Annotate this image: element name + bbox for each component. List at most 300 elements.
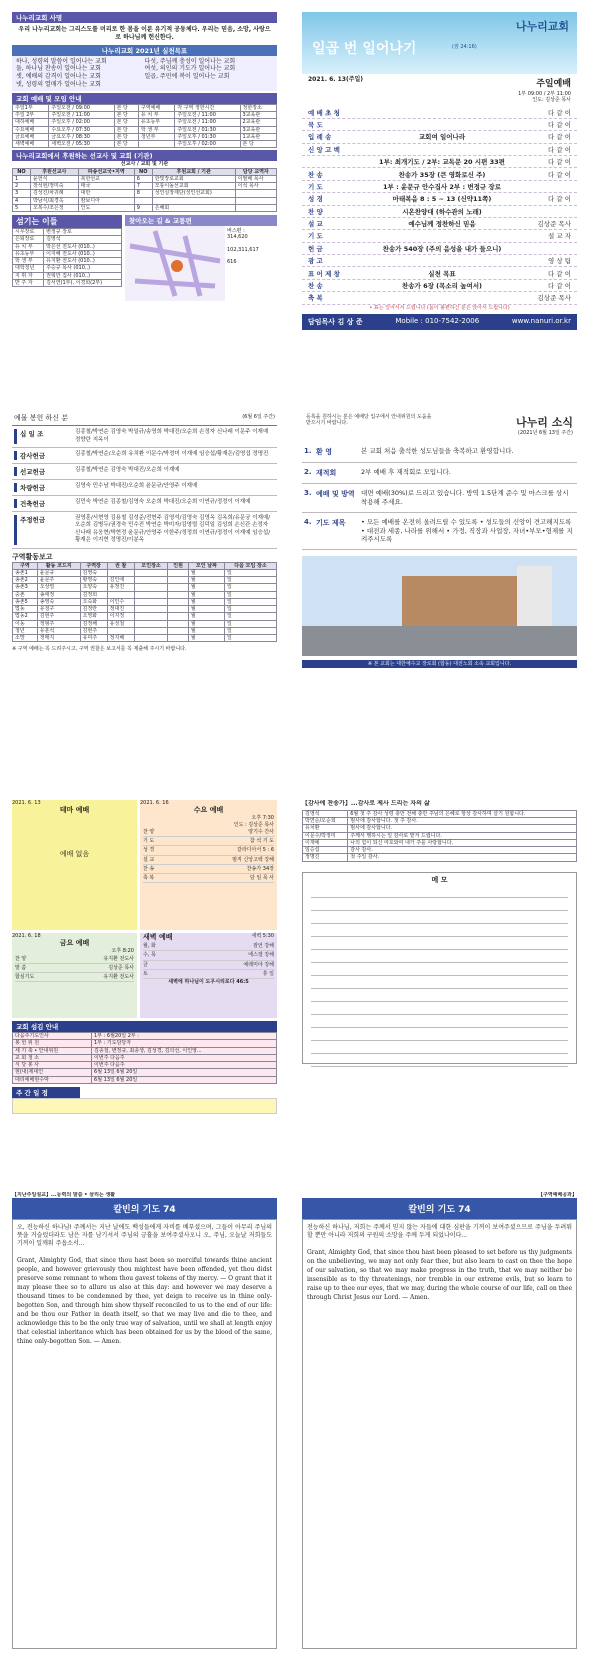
worship-cell: 새벽예배 bbox=[13, 141, 49, 148]
report-cell: 오상열 bbox=[37, 584, 80, 591]
order-row bbox=[302, 107, 577, 119]
worship-cell: 주일오전 / 01:30 bbox=[175, 126, 240, 133]
staff-cell: 유 치 부 bbox=[13, 243, 44, 250]
report-cell: 김정란 bbox=[80, 606, 107, 613]
memo-line bbox=[311, 1015, 568, 1028]
worship-cell: 정한장소 bbox=[240, 104, 276, 111]
order-person: 다 같 이 bbox=[548, 281, 571, 290]
memo-line bbox=[311, 885, 568, 898]
worship-row bbox=[13, 126, 277, 133]
news-text: • 모든 예배를 온전히 올려드릴 수 있도록 • 성도들의 신앙이 견고해지도록 • 대전과 세종, 나라를 위해서 • 가정, 직장과 사업장, 자녀•부모•형제를 지켜주시도록 bbox=[361, 517, 573, 544]
worship-cell: 주일 2부 bbox=[13, 112, 49, 119]
mission-head bbox=[13, 168, 277, 175]
worship-cell: 각 구역 정한시간 bbox=[175, 104, 240, 111]
bus-info: 버스편 : 314,620 102,311,617 616 bbox=[227, 228, 259, 265]
report-cell bbox=[107, 591, 134, 598]
report-row bbox=[13, 584, 277, 591]
dawn-row bbox=[143, 961, 274, 970]
goal-item: 둘, 하나님 찬송이 일어나는 교회 bbox=[16, 65, 101, 73]
report-cell: 송촌1 bbox=[13, 569, 38, 576]
report-header-cell: 권 찰 bbox=[107, 562, 134, 569]
report-row bbox=[13, 613, 277, 620]
staff-cell: 학 생 부 bbox=[13, 258, 44, 265]
offering-row bbox=[12, 426, 277, 448]
order-row bbox=[302, 230, 577, 242]
wed-row-label: 설 교 bbox=[143, 856, 155, 863]
mission-cell: 윤헌식 bbox=[30, 175, 78, 182]
thanks-cell: 임승섭 bbox=[303, 847, 348, 854]
report-cell: 윤문주 bbox=[37, 577, 80, 584]
order-row bbox=[302, 292, 577, 304]
mission-cell: 인도 bbox=[78, 204, 134, 211]
goal-item: 셋, 예배의 감격이 일어나는 교회 bbox=[16, 73, 101, 81]
mission-cell bbox=[235, 190, 276, 197]
staff-row bbox=[13, 265, 122, 272]
info-cell: 이번주 다음주 bbox=[92, 1054, 277, 1061]
info-cell: 식 당 봉 사 bbox=[13, 1062, 92, 1069]
thanks-row bbox=[303, 832, 577, 839]
dawn-row-value: 휴 일 bbox=[262, 970, 274, 977]
news-label: 기도 제목 bbox=[316, 518, 346, 527]
wednesday-box: 2021. 6. 16 수요 예배 오후 7:30 인도 : 김상준 목사 찬 양 양기수 간사 기 도 참 석 기 도 성 경 갈라디아서 5 : 6 설 교 범직 신앙고백 강해 찬 송 찬송가 34장 축 복 담 임 목 사 bbox=[140, 800, 277, 930]
page-2: 나누리교회 일곱 번 일어나기 (잠 24:16) 2021. 6. 13(주일) 주일예배 1부 09:00 / 2부 11:00 인도: 김상준 목사 예 배 초 청 다 같 이 묵 도 다 같 이 입 례 송 교회여 일어나라 다 같 이 신 앙 고 백 다 같 이 1부: 최개기도 / 2부: 교독문 20 시편 33편 다 같 이 찬 송 찬송가 35장 (큰 영화로신 주) 다 같 이 기 도 1부 : 윤문규 안수집사 2부 : 변정규 장로 성 경 마태복음 8 : 5 ~ 13 (신약11쪽) 다 같 이 찬 양 시온찬양대 (하수관의 노래) 설 교 예수님께 정찬하신 믿음 김상준 목사 기 도 설 교 자 헌 금 찬송가 540장 (주의 음성을 내가 들으니) 광 고 영 상 팀 표 어 제 창 실천 목표 다 같 이 찬 송 찬송가 6장 (목소리 높여서) 다 같 이 축 복 김상준 목사 • 표는 일어서서 드립니다 (몸이 불편하신 분은 앉아서 드립니다) 담임목사 김 상 준 Mobile : 010-7542-2006 www.nanuri.or.kr bbox=[302, 12, 577, 372]
mission-table bbox=[12, 168, 277, 213]
report-cell: 일 bbox=[224, 613, 276, 620]
report-cell: 김현주 bbox=[37, 613, 80, 620]
report-row bbox=[13, 598, 277, 605]
report-cell: 정매지 bbox=[37, 635, 80, 642]
offering-row bbox=[12, 480, 277, 496]
fri-row-value: 김상준 목사 bbox=[108, 964, 134, 971]
report-cell bbox=[107, 627, 134, 634]
order-person: 김상준 목사 bbox=[537, 294, 571, 303]
report-cell: 김현주 bbox=[80, 627, 107, 634]
mission-cell: 이필배 목사 bbox=[235, 175, 276, 182]
thanks-cell: 6월 첫 주 감사 성령 충만 전해 충만 주님의 은혜로 항상 감사하며 살기 원합니다. bbox=[348, 810, 577, 817]
report-cell: 법동2 bbox=[13, 613, 38, 620]
thanks-row bbox=[303, 839, 577, 846]
worship-cell: 3교육관 bbox=[240, 126, 276, 133]
order-person: 다 같 이 bbox=[548, 133, 571, 142]
memo-line bbox=[311, 950, 568, 963]
mission-cell bbox=[134, 197, 152, 204]
staff-cell: 권혁만 집사 (010..) bbox=[44, 272, 122, 279]
staff-row bbox=[13, 236, 122, 243]
staff-row bbox=[13, 272, 122, 279]
thanks-cell: 범사에 감사합니다. 첫 주 감사. bbox=[348, 818, 577, 825]
news-list bbox=[302, 442, 577, 550]
page-6: 【감사에 찬송가】...감사로 제사 드리는 자의 삶 김영석 6월 첫 주 감사 성령 충만 전해 충만 주님의 은혜로 항상 감사하며 살기 원합니다. 박연순/오순희 범사에 감사합니다. 첫 주 감사. 유치환 범사에 감사합니다. 이문수/박정미 주께서 행하시는 일 감사로 맡겨 드립니다. 이재예 나의 힘이 되신 여호와여 내가 주를 사랑합니다. 임승섭 감사 감사. 정명진 첫 주일 감사. 메 모 bbox=[302, 800, 577, 1165]
thanks-cell: 나의 힘이 되신 여호와여 내가 주를 사랑합니다. bbox=[348, 839, 577, 846]
dawn-row-label: 월, 화 bbox=[143, 943, 156, 950]
dawn-row bbox=[143, 942, 274, 951]
report-cell: 월 bbox=[188, 635, 224, 642]
report-cell bbox=[134, 569, 168, 576]
news-item bbox=[302, 484, 577, 513]
report-cell bbox=[168, 577, 188, 584]
wed-row-value: 양기수 간사 bbox=[248, 828, 274, 835]
staff-cell: 김서연(1부), 이경희(2부) bbox=[44, 279, 122, 286]
report-cell bbox=[134, 584, 168, 591]
memo-line bbox=[311, 963, 568, 976]
vision-text: 우리 나누리교회는 그리스도를 머리로 한 몸을 이룬 유기적 공동체다. 우리는 믿음, 소망, 사랑으로 하나님께 헌신한다. bbox=[18, 26, 271, 41]
report-cell: 일 bbox=[224, 606, 276, 613]
page-8: 【구역예배공과】 칼빈의 기도 74 전능하신 하나님, 저희는 주께서 믿지 않는 자들에 대한 심판을 기꺼이 보여주셨으므로 주님을 두려워할 뿐만 아니라 저희의 구원의 소망을 주께 두게 되었나이다... Grant, Almighty God, that since thou hast been pleased to set before us thy judgments on the unbelieving, we may not only fear thee, but also learn to cast on thee the hope of our salvation, so that we may make progress in the truth, that we may neither be insensible as to thy threatenings, nor tremble in our extreme evils, but so learn to raise up to thee our eyes, that we may, during the whole course of our life, call on thee through Christ Jesus our Lord. — Amen. bbox=[302, 1192, 577, 1657]
order-label: 표 어 제 창 bbox=[308, 269, 340, 278]
dawn-row-value: 에스겔 강해 bbox=[248, 952, 274, 959]
staff-cell: 지 휘 자 bbox=[13, 272, 44, 279]
report-cell bbox=[134, 606, 168, 613]
mission-header-cell: 후원교회 / 기관 bbox=[152, 168, 235, 175]
fri-row-value: 유지환 전도사 bbox=[103, 974, 134, 981]
mission-cell: 5 bbox=[13, 204, 31, 211]
report-cell: 송촌3 bbox=[13, 584, 38, 591]
worship-cell: 본 당 bbox=[114, 112, 138, 119]
report-cell: 송애정 bbox=[37, 591, 80, 598]
memo-line bbox=[311, 989, 568, 1002]
report-cell: 송촌5 bbox=[13, 598, 38, 605]
vision-title: 나누리교회 사명 bbox=[12, 12, 277, 23]
thanks-row bbox=[303, 810, 577, 817]
memo-line bbox=[311, 924, 568, 937]
order-label: 신 앙 고 백 bbox=[308, 145, 340, 154]
report-cell bbox=[168, 606, 188, 613]
report-cell: 이동 bbox=[13, 620, 38, 627]
goal-item: 일곱, 주민에 복이 일어나는 교회 bbox=[144, 73, 230, 81]
sunday-box: 2021. 6. 13 테마 예배 예배 없음 bbox=[12, 800, 137, 930]
thanks-cell: 첫 주일 감사. bbox=[348, 854, 577, 861]
info-cell: 1부 : 6월20일 2부 : bbox=[92, 1033, 277, 1040]
thanks-row bbox=[303, 847, 577, 854]
mission-row bbox=[13, 190, 277, 197]
offering-type: 선교헌금 bbox=[14, 467, 75, 476]
report-cell: 월 bbox=[188, 591, 224, 598]
mission-cell: 박남식/최경옥 bbox=[30, 197, 78, 204]
mission-cell: 김성진/차귀례 bbox=[30, 190, 78, 197]
offering-row bbox=[12, 496, 277, 512]
page-1 bbox=[12, 12, 277, 372]
report-cell: 윤문규 bbox=[37, 569, 80, 576]
mission-cell: 한빛장로교회 bbox=[152, 175, 235, 182]
fri-row bbox=[15, 955, 134, 964]
order-row bbox=[302, 156, 577, 168]
report-row bbox=[13, 577, 277, 584]
report-row bbox=[13, 620, 277, 627]
wed-row-label: 찬 송 bbox=[143, 865, 155, 872]
memo-line bbox=[311, 937, 568, 950]
report-cell: 송영숙 bbox=[37, 598, 80, 605]
offering-type: 차량헌금 bbox=[14, 483, 75, 492]
order-person: 다 같 이 bbox=[548, 170, 571, 179]
info-row bbox=[13, 1047, 277, 1054]
thanks-cell: 감사 감사. bbox=[348, 847, 577, 854]
info-row bbox=[13, 1069, 277, 1076]
report-cell: 월 bbox=[188, 620, 224, 627]
mission-row bbox=[13, 175, 277, 182]
worship-cell: 금요예배 bbox=[13, 133, 49, 140]
mission-header-cell: 파송선교국•지역 bbox=[78, 168, 134, 175]
staff-table bbox=[12, 228, 122, 287]
order-content bbox=[363, 256, 521, 265]
mission-cell: 오복수/조은정 bbox=[30, 204, 78, 211]
info-cell: 세 기 축 • 안내위원 bbox=[13, 1047, 92, 1054]
order-row bbox=[302, 206, 577, 218]
mission-cell: 모퉁이돌선교회 bbox=[152, 183, 235, 190]
order-label: 설 교 bbox=[308, 220, 323, 229]
news-label: 환 영 bbox=[316, 448, 332, 457]
offering-names: 김민숙 박연순 김종철/김영숙 오순희 박대진/오순희 이연규/정정이 이재예 bbox=[75, 498, 251, 505]
mission-row bbox=[13, 197, 277, 204]
offering-title: 예물 봉헌 하신 분 bbox=[14, 414, 69, 422]
offering-type: 감사헌금 bbox=[14, 451, 75, 460]
report-cell bbox=[134, 620, 168, 627]
worship-cell bbox=[138, 141, 174, 148]
report-cell: 일 bbox=[224, 591, 276, 598]
news-item bbox=[302, 442, 577, 463]
news-text: 대면 예배(30%)로 드리고 있습니다. 방역 1.5단계 준수 및 마스크를 상시 착용해 주세요. bbox=[361, 489, 569, 507]
order-content: 시온찬양대 (하수관의 노래) bbox=[402, 207, 482, 216]
church-name: 나누리교회 bbox=[515, 20, 569, 33]
info-row bbox=[13, 1040, 277, 1047]
mission-cell: 은혜회 bbox=[152, 204, 235, 211]
order-person bbox=[521, 182, 571, 191]
report-cell bbox=[134, 591, 168, 598]
worship-table bbox=[12, 104, 277, 149]
mission-header-cell: 담당 교역자 bbox=[235, 168, 276, 175]
wed-row bbox=[143, 828, 274, 837]
offering-list bbox=[12, 426, 277, 549]
report-cell: 김영숙 bbox=[80, 569, 107, 576]
mission-row bbox=[13, 204, 277, 211]
report-cell bbox=[134, 627, 168, 634]
worship-row bbox=[13, 133, 277, 140]
worship-cell: 본 당 bbox=[114, 119, 138, 126]
report-cell bbox=[168, 627, 188, 634]
worship-cell: 주일오전 / 11:00 bbox=[175, 119, 240, 126]
report-cell: 오영화 bbox=[80, 613, 107, 620]
order-row bbox=[302, 280, 577, 292]
thanks-cell: 김영석 bbox=[303, 810, 348, 817]
report-table bbox=[12, 562, 277, 643]
news-label: 재적회 bbox=[316, 469, 337, 478]
news-number: 2. bbox=[304, 468, 312, 477]
report-cell bbox=[168, 635, 188, 642]
info-cell: 현(내)제대인 bbox=[13, 1069, 92, 1076]
worship-cell: 주일오전 / 11:00 bbox=[49, 112, 114, 119]
offering-type: 건축헌금 bbox=[14, 499, 75, 508]
order-label: 찬 양 bbox=[308, 207, 323, 216]
thanks-row bbox=[303, 818, 577, 825]
wed-row bbox=[143, 874, 274, 883]
wed-row bbox=[143, 846, 274, 855]
news-label: 예배 및 방역 bbox=[316, 490, 355, 499]
goal-item: 하나, 성령의 말씀이 일어나는 교회 bbox=[16, 57, 107, 65]
map-title: 찾아오는 길 & 교통편 bbox=[125, 215, 277, 226]
order-label: 찬 송 bbox=[308, 170, 323, 179]
offering-row bbox=[12, 512, 277, 549]
worship-cell: 주일오후 / 01:30 bbox=[175, 133, 240, 140]
offering-type: 주정헌금 bbox=[14, 515, 75, 545]
report-cell: 일 bbox=[224, 620, 276, 627]
mission-title: 나누리교회에서 후원하는 선교사 및 교회 (기관) bbox=[12, 150, 277, 161]
mission-sub: 선교사 / 교회 및 기관 bbox=[120, 161, 169, 168]
mission-cell bbox=[152, 197, 235, 204]
report-cell: 월 bbox=[188, 613, 224, 620]
dawn-row-value: 예레미야 강해 bbox=[243, 961, 274, 968]
staff-cell: 이지혜 전도사 (010..) bbox=[44, 250, 122, 257]
order-content: 1부 : 윤문규 안수집사 2부 : 변정규 장로 bbox=[383, 182, 501, 191]
dawn-row-value: 잠언 강해 bbox=[253, 943, 274, 950]
page-7: 【지난주일설교】...능력의 말씀 • 살리는 생활 칼빈의 기도 74 오, 전능하신 하나님! 주께서는 지난 날에도 백성들에게 자비를 베푸셨으며, 그들이 아무리 주님의 뜻을 거슬렀더라도 남은 자를 남기셔서 주님의 긍휼을 보여주셨사오니 오, 주님, 오늘날 저희들도 기꺼이 일깨워 주옵소서... Grant, Almighty God, that since thou hast been so merciful towards thine ancient people, and however grievously thou mightest have been offended, yet thou didst preserve some remnant to whom thou gavest tokens of thy mercy. — O grant that it may please thee so to allure us also at this day: and however we may deserve a thousand times to be condemned by thee, yet deign to receive us in thine only-begotten Son, and through him show thyself reconciled to us to the end of our life: and be thou our Father in death itself, so that we may live and die to thee, and acknowledge this to be the only true way of salvation, until we shall at length enjoy that celestial inheritance which has been obtained for us by the blood of the same, thine only-begotten Son. — Amen. bbox=[12, 1192, 277, 1657]
order-label: 묵 도 bbox=[308, 121, 323, 130]
news-item bbox=[302, 463, 577, 484]
order-label: 축 복 bbox=[308, 294, 323, 303]
report-row bbox=[13, 635, 277, 642]
staff-row bbox=[13, 258, 122, 265]
report-cell: 김인애 bbox=[107, 577, 134, 584]
report-cell: 월 bbox=[188, 569, 224, 576]
offering-row bbox=[12, 448, 277, 464]
order-label: 헌 금 bbox=[308, 244, 323, 253]
order-content: 찬송가 6장 (목소리 높여서) bbox=[401, 281, 483, 290]
info-cell: 6월 13일 6월 20일 bbox=[92, 1076, 277, 1083]
staff-cell: 은퇴장로 bbox=[13, 236, 44, 243]
mission-cell: 9 bbox=[134, 204, 152, 211]
report-cell: 일 bbox=[224, 627, 276, 634]
page-4: 등록을 원하시는 분은 예배당 입구에서 안내위원의 도움을 받으시기 바랍니다. 나누리 소식 (2021년 6월 13일 주간) 1. 환 영 본 교회 처음 출석한 성도님들을 축복하고 환영합니다. 2. 재적회 2부 예배 후 재적회로 모입니다. 3. 예배 및 방역 대면 예배(30%)로 드리고 있습니다. 방역 1.5단계 준수 및 마스크를 상시 착용해 주세요. 4. 기도 제목 • 모든 예배를 온전히 올려드릴 수 있도록 • 성도들의 신앙이 견고해지도록 • 대전과 세종, 나라를 위해서 • 가정, 직장과 사업장, 자녀•부모•형제를 지켜주시도록 ※ 본 교회는 대한예수교 장로회 (합동) 대전노회 소속 교회입니다. bbox=[302, 412, 577, 772]
report-header-cell: 구역장 bbox=[80, 562, 107, 569]
staff-cell: 주승규 목사 (010..) bbox=[44, 265, 122, 272]
offering-names: 권영훈/서현영 김용철 김성준/전현주 김영석/김영숙 김영옥 김옥희/유문궁 이재예/오순희 김병두/권경숙 민수진 박연순 박미자/김영렬 김덕일 김성희 손신관 손정자 신나래 유웅현/박현정 윤문규/안영주 이한주/정정희 이연규/정정이 이재예 임승섭/황재은 이지현 정명진/이분옥 bbox=[75, 514, 271, 544]
order-person: 다 같 이 bbox=[548, 158, 571, 167]
info-cell: 다음주기도인사 bbox=[13, 1033, 92, 1040]
map-image bbox=[125, 226, 225, 301]
report-cell: 황영숙 bbox=[80, 577, 107, 584]
dawn-row bbox=[143, 951, 274, 960]
order-row bbox=[302, 255, 577, 267]
thanks-row bbox=[303, 854, 577, 861]
order-row bbox=[302, 267, 577, 279]
worship-cell: 1교육관 bbox=[240, 133, 276, 140]
offering-names: 김종철/박연순 김영숙 박대진/오순희 이재예 bbox=[75, 466, 180, 473]
report-header-cell: 인원 bbox=[168, 562, 188, 569]
report-cell: 정대진 bbox=[107, 606, 134, 613]
order-label: 찬 송 bbox=[308, 281, 323, 290]
worship-title: 교회 예배 및 모임 안내 bbox=[12, 93, 277, 104]
wed-row-value: 갈라디아서 5 : 6 bbox=[237, 847, 274, 854]
wed-row-label: 축 복 bbox=[143, 875, 155, 882]
report-cell: 이지정 bbox=[107, 613, 134, 620]
order-person: 다 같 이 bbox=[548, 108, 571, 117]
report-cell: 청년 bbox=[13, 627, 38, 634]
order-label: 예 배 초 청 bbox=[308, 108, 340, 117]
thanks-cell: 이문수/박정미 bbox=[303, 832, 348, 839]
thanks-cell: 이재예 bbox=[303, 839, 348, 846]
worship-cell: 유초등부 bbox=[138, 119, 174, 126]
memo-line bbox=[311, 1002, 568, 1015]
mission-cell: 2 bbox=[13, 183, 31, 190]
memo-line bbox=[311, 1041, 568, 1054]
worship-cell: 주일오전 / 11:00 bbox=[175, 112, 240, 119]
staff-cell: 변정규 장로 bbox=[44, 229, 122, 236]
wed-row-value: 담 임 목 사 bbox=[249, 875, 274, 882]
staff-cell: 김영석 bbox=[44, 236, 122, 243]
staff-row bbox=[13, 229, 122, 236]
mission-cell: 4 bbox=[13, 197, 31, 204]
report-head bbox=[13, 562, 277, 569]
offering-names: 김영숙 민수남 박대진/오순희 윤문규/안영주 이재예 bbox=[75, 482, 198, 489]
mission-header-cell: 후원선교사 bbox=[30, 168, 78, 175]
worship-cell: 주일오후 / 02:00 bbox=[49, 119, 114, 126]
offering-type: 십 일 조 bbox=[14, 429, 75, 444]
report-cell: 유훈석 bbox=[37, 627, 80, 634]
report-cell bbox=[107, 569, 134, 576]
memo-line bbox=[311, 976, 568, 989]
order-person: 다 같 이 bbox=[548, 195, 571, 204]
order-row bbox=[302, 131, 577, 143]
offering-names: 김종철/박연순 김영숙 박일규/송영희 박대진/오순희 손정자 신나래 이문주 이재예 정향란 지옥이 bbox=[75, 429, 269, 443]
worship-cell: 수요오후 / 07:30 bbox=[49, 126, 114, 133]
wed-row bbox=[143, 837, 274, 846]
news-number: 4. bbox=[304, 517, 312, 526]
info-cell: 교 회 청 소 bbox=[13, 1054, 92, 1061]
thanks-cell: 정명진 bbox=[303, 854, 348, 861]
news-text: 2부 예배 후 재적회로 모입니다. bbox=[361, 468, 451, 477]
worship-cell: 수요예배 bbox=[13, 126, 49, 133]
worship-cell: 새벽오전 / 05:30 bbox=[49, 141, 114, 148]
order-label: 입 례 송 bbox=[308, 133, 332, 142]
news-number: 1. bbox=[304, 447, 312, 456]
mission-cell: 성인실장제단(성인선교회) bbox=[152, 190, 235, 197]
worship-cell: 3교육관 bbox=[240, 112, 276, 119]
wed-row bbox=[143, 856, 274, 865]
report-cell bbox=[134, 635, 168, 642]
wed-row-label: 기 도 bbox=[143, 838, 155, 845]
dawn-row-label: 금 bbox=[143, 961, 148, 968]
dawn-row-label: 토 bbox=[143, 970, 148, 977]
dawn-row-label: 수, 목 bbox=[143, 952, 156, 959]
info-cell: 1부 : 기도담당자 bbox=[92, 1040, 277, 1047]
goal-item: 여섯, 의인의 기도가 일어나는 교회 bbox=[144, 65, 236, 73]
thanks-cell: 범사에 감사합니다. bbox=[348, 825, 577, 832]
report-cell bbox=[168, 613, 188, 620]
report-cell: 월 bbox=[188, 627, 224, 634]
order-label: 기 도 bbox=[308, 232, 323, 241]
thanks-cell: 유치환 bbox=[303, 825, 348, 832]
worship-row bbox=[13, 104, 277, 111]
mission-cell: 장석현/정미숙 bbox=[30, 183, 78, 190]
order-content bbox=[363, 120, 521, 129]
mission-cell: 1 bbox=[13, 175, 31, 182]
pastor-footer: 담임목사 김 상 준 Mobile : 010-7542-2006 www.nanuri.or.kr bbox=[302, 314, 577, 330]
report-cell bbox=[168, 584, 188, 591]
order-content bbox=[363, 108, 521, 117]
report-cell bbox=[134, 613, 168, 620]
report-cell: 소망 bbox=[13, 635, 38, 642]
report-header-cell: 활동 코드지 bbox=[37, 562, 80, 569]
staff-cell: 반 주 자 bbox=[13, 279, 44, 286]
fri-row-value: 유지환 전도사 bbox=[103, 955, 134, 962]
goals-title: 나누리교회 2021년 실천목표 bbox=[12, 45, 277, 56]
staff-cell: 유초등부 bbox=[13, 250, 44, 257]
wed-row-value: 찬송가 34장 bbox=[246, 865, 274, 872]
news-number: 3. bbox=[304, 489, 312, 498]
thanks-cell: 주께서 행하시는 일 감사로 맡겨 드립니다. bbox=[348, 832, 577, 839]
mission-cell: 캄보디아 bbox=[78, 197, 134, 204]
report-cell: 유정진 bbox=[107, 584, 134, 591]
thanks-cell: 박연순/오순희 bbox=[303, 818, 348, 825]
banner: 나누리교회 일곱 번 일어나기 (잠 24:16) bbox=[302, 12, 577, 74]
